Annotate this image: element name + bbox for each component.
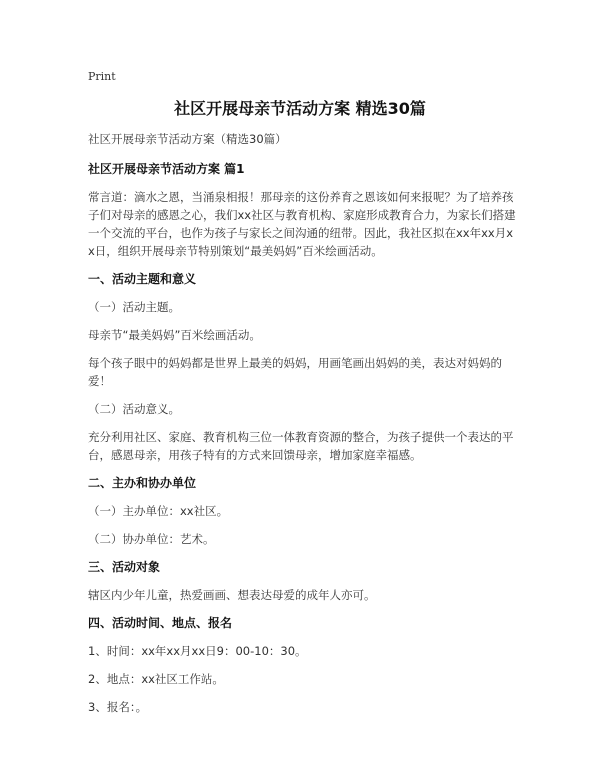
section-heading-theme: 一、活动主题和意义 xyxy=(88,272,197,286)
audience-text: 辖区内少年儿童，热爱画画、想表达母爱的成年人亦可。 xyxy=(88,588,376,602)
schedule-signup: 3、报名：。 xyxy=(88,700,148,714)
meaning-text: 充分利用社区、家庭、教育机构三位一体教育资源的整合，为孩子提供一个表达的平台，感恩母亲，用孩子特有的方式来回馈母亲，增加家庭幸福感。 xyxy=(88,430,514,462)
subsection-theme: （一）活动主题。 xyxy=(88,300,180,314)
section-heading-organizers: 二、主办和协办单位 xyxy=(88,476,197,490)
document-body xyxy=(88,130,518,726)
document-subtitle: 社区开展母亲节活动方案（精选30篇） xyxy=(88,132,287,146)
theme-text: 母亲节“最美妈妈”百米绘画活动。 xyxy=(88,328,261,342)
print-link[interactable]: Print xyxy=(88,70,116,83)
article-heading: 社区开展母亲节活动方案 篇1 xyxy=(88,162,245,176)
subsection-meaning: （二）活动意义。 xyxy=(88,402,180,416)
page-title: 社区开展母亲节活动方案 精选30篇 xyxy=(174,99,426,118)
host-organizer: （一）主办单位：xx社区。 xyxy=(88,504,229,518)
schedule-place: 2、地点：xx社区工作站。 xyxy=(88,672,224,686)
theme-description: 每个孩子眼中的妈妈都是世界上最美的妈妈，用画笔画出妈妈的美，表达对妈妈的爱！ xyxy=(88,356,502,388)
schedule-time: 1、时间：xx年xx月xx日9：00-10：30。 xyxy=(88,644,307,658)
section-heading-schedule: 四、活动时间、地点、报名 xyxy=(88,616,233,630)
intro-paragraph: 常言道：滴水之恩，当涌泉相报！那母亲的这份养育之恩该如何来报呢？为了培养孩子们对母亲的感恩之心，我们xx社区与教育机构、家庭形成教育合力，为家长们搭建一个交流的平台，也作为孩子与家长之间沟通的纽带。因此，我社区拟在xx年xx月xx日，组织开展母亲节特别策划“最美妈妈”百米绘画活动。 xyxy=(88,190,516,258)
section-heading-audience: 三、活动对象 xyxy=(88,560,161,574)
co-organizer: （二）协办单位：艺术。 xyxy=(88,532,215,546)
